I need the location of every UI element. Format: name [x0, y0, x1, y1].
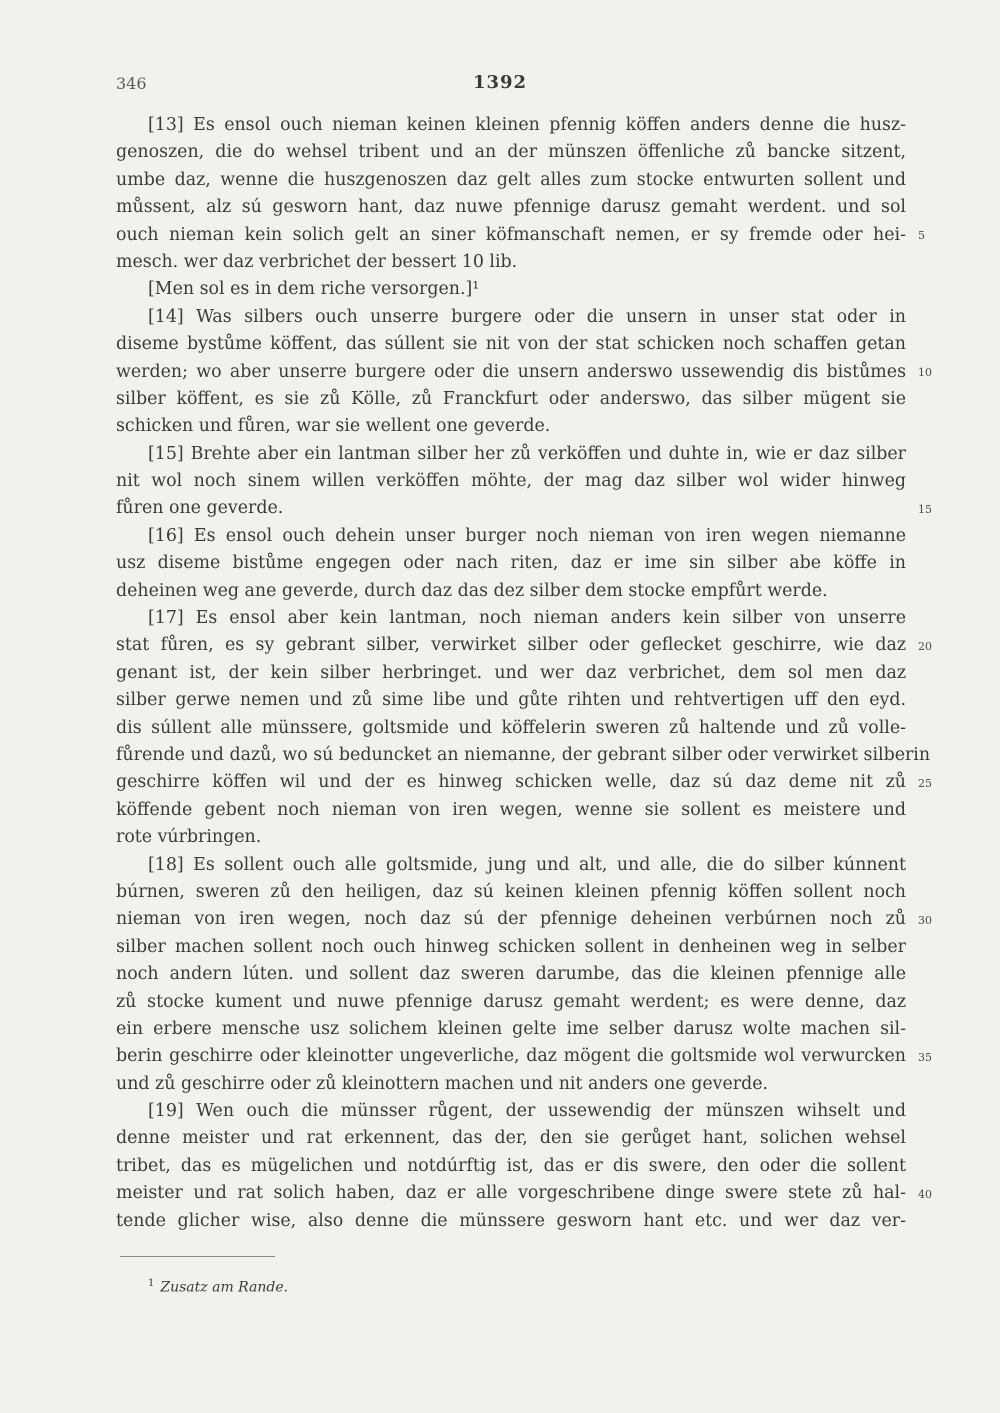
- footnote-text: Zusatz am Rande.: [160, 1279, 289, 1296]
- text-line: [19] Wen ouch die münsser růgent, der ussewendig der münszen wihselt und: [148, 1101, 906, 1122]
- margin-line-number: 30: [918, 913, 932, 927]
- footnote-mark: 1: [148, 1278, 155, 1289]
- text-line: noch andern lúten. und sollent daz sweren darumbe, das die kleinen pfennige alle: [116, 964, 906, 985]
- text-line: dis súllent alle münssere, goltsmide und köffelerin sweren zů haltende und zů volle-: [116, 717, 906, 738]
- footnote-divider: [120, 1256, 275, 1257]
- text-line: rote vúrbringen.: [116, 827, 262, 848]
- text-line: umbe daz, wenne die huszgenoszen daz gelt alles zum stocke entwurten sollent und: [116, 169, 906, 190]
- text-line: silber köffent, es sie zů Kölle, zů Franckfurt oder anderswo, das silber mügent sie: [116, 388, 906, 409]
- text-line: [13] Es ensol ouch nieman keinen kleinen pfennig köffen anders denne die husz-: [148, 115, 906, 135]
- text-line: zů stocke kument und nuwe pfennige darusz gemaht werdent; es were denne, daz: [116, 991, 906, 1012]
- text-line: meister und rat solich haben, daz er alle vorgeschribene dinge swere stete zů hal-: [116, 1183, 906, 1204]
- text-line: [14] Was silbers ouch unserre burgere oder die unsern in unser stat oder in: [148, 306, 906, 327]
- margin-line-number: 25: [918, 776, 932, 790]
- text-line: silber machen sollent noch ouch hinweg schicken sollent in denheinen weg in selber: [116, 936, 906, 957]
- text-line: geschirre köffen wil und der es hinweg schicken welle, daz sú daz deme nit zů: [116, 772, 906, 793]
- margin-line-number: 5: [918, 228, 925, 242]
- text-line: stat fůren, es sy gebrant silber, verwirket silber oder geflecket geschirre, wie daz: [116, 635, 906, 656]
- text-line: [15] Brehte aber ein lantman silber her zů verköffen und duhte in, wie er daz silber: [148, 443, 906, 464]
- text-line: und zů geschirre oder zů kleinottern machen und nit anders one geverde.: [116, 1073, 769, 1094]
- text-line: mesch. wer daz verbrichet der bessert 10 lib.: [116, 251, 518, 272]
- text-line: nit wol noch sinem willen verköffen möhte, der mag daz silber wol wider hinweg: [116, 471, 906, 492]
- text-line: denne meister und rat erkennent, das der, den sie gerůget hant, solichen wehsel: [116, 1128, 906, 1149]
- text-line: tende glicher wise, also denne die münssere gesworn hant etc. und wer daz ver-: [116, 1210, 906, 1231]
- text-line: genoszen, die do wehsel tribent und an der münszen öffenliche zů bancke sitzent,: [116, 142, 906, 163]
- text-line: fůren one geverde.: [116, 498, 284, 519]
- text-line: můssent, alz sú gesworn hant, daz nuwe pfennige darusz gemaht werdent. und sol: [116, 197, 906, 218]
- text-line: [16] Es ensol ouch dehein unser burger noch nieman von iren wegen niemanne: [148, 525, 906, 546]
- margin-line-number: 15: [918, 502, 932, 516]
- text-line: usz diseme bistůme engegen oder nach riten, daz er ime sin silber abe köffe in: [116, 553, 906, 574]
- text-line: schicken und fůren, war sie wellent one geverde.: [116, 416, 551, 437]
- text-line: köffende gebent noch nieman von iren wegen, wenne sie sollent es meistere und: [116, 799, 906, 820]
- text-line: búrnen, sweren zů den heiligen, daz sú keinen kleinen pfennig köffen sollent noch: [116, 881, 906, 902]
- text-line: silber gerwe nemen und zů sime libe und gůte rihten und rehtvertigen uff den eyd.: [116, 690, 906, 711]
- margin-line-number: 40: [918, 1187, 932, 1201]
- text-line: [17] Es ensol aber kein lantman, noch nieman anders kein silber von unserre: [148, 608, 906, 629]
- text-line: berin geschirre oder kleinotter ungeverliche, daz mögent die goltsmide wol verwurcken: [116, 1046, 906, 1067]
- text-line: deheinen weg ane geverde, durch daz das dez silber dem stocke empfůrt werde.: [116, 580, 828, 601]
- text-line: ouch nieman kein solich gelt an siner köfmanschaft nemen, er sy fremde oder hei-: [116, 224, 906, 245]
- text-line: tribet, das es mügelichen und notdúrftig ist, das er dis swere, den oder die sollent: [116, 1155, 906, 1176]
- margin-line-number: 20: [918, 639, 932, 653]
- page-header: [0, 74, 1000, 98]
- text-line: genant ist, der kein silber herbringet. und wer daz verbrichet, dem sol men daz: [116, 662, 906, 683]
- footnote: [148, 1278, 288, 1296]
- text-line: werden; wo aber unserre burgere oder die unsern anderswo ussewendig dis bistůmes: [116, 361, 906, 382]
- year-heading: 1392: [472, 72, 528, 93]
- margin-line-number: 10: [918, 365, 932, 379]
- text-line: fůrende und dazů, wo sú beduncket an niemanne, der gebrant silber oder verwirket silberin: [116, 744, 931, 765]
- text-line: nieman von iren wegen, noch daz sú der pfennige deheinen verbúrnen noch zů: [116, 909, 906, 930]
- text-line: ein erbere mensche usz solichem kleinen gelte ime selber darusz wolte machen sil-: [116, 1018, 906, 1039]
- text-line: diseme bystůme köffent, das súllent sie nit von der stat schicken noch schaffen getan: [116, 334, 906, 355]
- text-line: [18] Es sollent ouch alle goltsmide, jung und alt, und alle, die do silber kúnnent: [148, 854, 906, 875]
- text-line: [Men sol es in dem riche versorgen.]¹: [148, 279, 480, 300]
- margin-line-number: 35: [918, 1050, 932, 1064]
- page-number: 346: [116, 74, 147, 93]
